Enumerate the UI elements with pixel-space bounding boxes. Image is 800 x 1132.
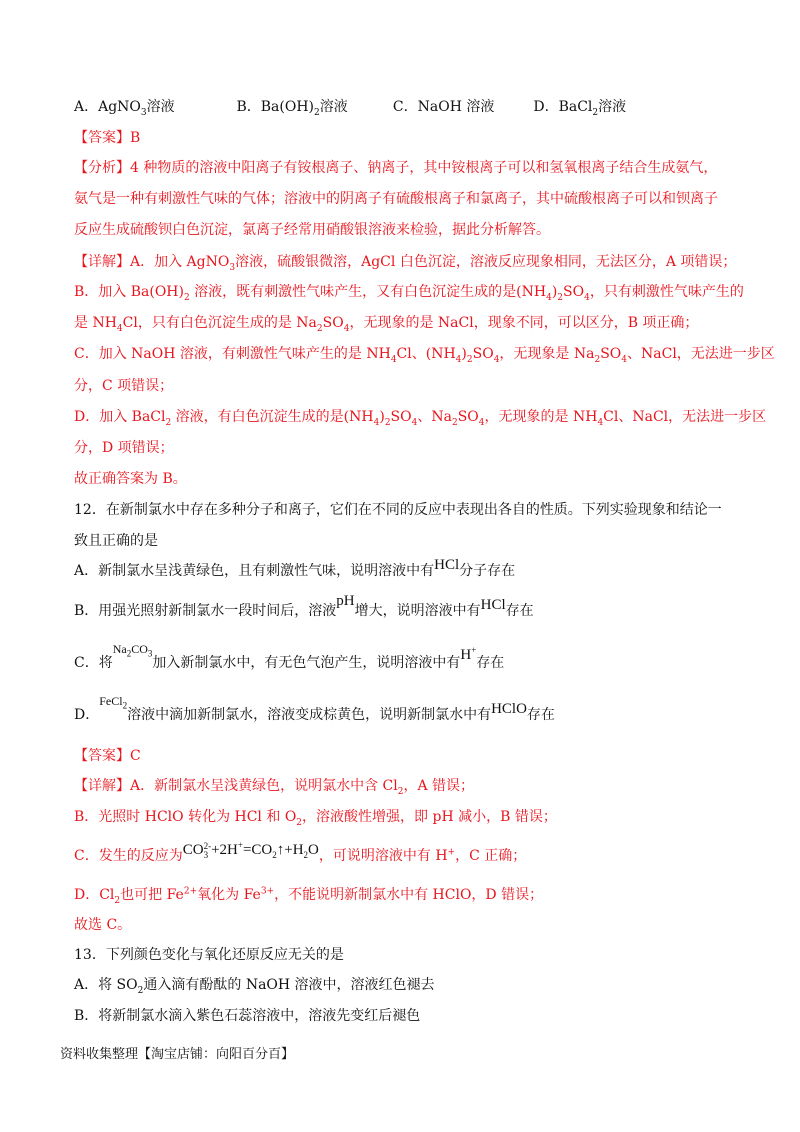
page-footer: 资料收集整理【淘宝店铺：向阳百分百】 [60, 1047, 295, 1062]
q11-analysis-line: 【分析】4 种物质的溶液中阳离子有铵根离子、钠离子，其中铵根离子可以和氢氧根离子结合生成氨气， [74, 160, 718, 176]
q12-detail-line: B．光照时 HClO 转化为 HCl 和 $O_2$，溶液酸性增强，即 pH 减小，B 错误； [74, 809, 557, 828]
q11-detail-line: 故正确答案为 B。 [74, 471, 187, 487]
q11-detail-line: 【详解】A．加入 AgNO$_3$溶液，硫酸银微溶，AgCl 白色沉淀，溶液反应现象相同，无法区分，A 项错误； [74, 254, 737, 273]
q11-analysis-line: 氨气是一种有刺激性气味的气体；溶液中的阴离子有硫酸根离子和氯离子，其中硫酸根离子可以和钡离子 [74, 191, 718, 207]
q11-option-b: B．$Ba(OH)_2$溶液 [236, 99, 348, 118]
q11-detail-line: D．加入 BaCl$_2$ 溶液，有白色沉淀生成的是$(NH_4)_2SO_4$、$Na_2SO_4$，无现象的是 $NH_4Cl$、NaCl，无法进一步区 [74, 409, 767, 428]
q11-detail-line: C．加入 NaOH 溶液，有刺激性气味产生的是 $NH_4Cl$、$(NH_4)_2SO_4$，无现象是 $Na_2SO_4$、NaCl，无法进一步区 [74, 346, 775, 365]
reaction-equation: CO 2- 3 $+2H^+=CO_2↑+H_2O$ [182, 840, 319, 860]
q13-option-a: A．将 $SO_2$通入滴有酚酞的 NaOH 溶液中，溶液红色褪去 [74, 977, 435, 996]
q12-option-b: B．用强光照射新制氯水一段时间后，溶液pH增大，说明溶液中有HCl存在 [74, 593, 534, 619]
q12-option-d: D．FeCl$_2$溶液中滴加新制氯水，溶液变成棕黄色，说明新制氯水中有HClO存在 [74, 694, 555, 723]
q12-stem: 12．在新制氯水中存在多种分子和离子，它们在不同的反应中表现出各自的性质。下列实验现象和结论一 [74, 502, 722, 518]
q11-analysis-line: 反应生成硫酸钡白色沉淀，氯离子经常用硝酸银溶液来检验，据此分析解答。 [74, 222, 550, 238]
q11-options [74, 97, 626, 117]
q12-detail-line: D．$Cl_2$也可把 $Fe^{2+}$氧化为 $Fe^{3+}$，不能说明新制氯水中有 HClO，D 错误； [74, 886, 544, 906]
q12-stem: 致且正确的是 [74, 533, 158, 549]
q12-answer: 【答案】C [74, 748, 141, 764]
q11-detail-line: 是 $NH_4Cl$，只有白色沉淀生成的是 $Na_2SO_4$，无现象的是 NaCl，现象不同，可以区分，B 项正确； [74, 315, 699, 334]
q12-option-a: A．新制氯水呈浅黄绿色，且有刺激性气味，说明溶液中有HCl分子存在 [74, 557, 516, 579]
q12-detail-line: C．发生的反应为CO 2- 3 $+2H^+=CO_2↑+H_2O$，可说明溶液中有 H+，C 正确； [74, 840, 527, 864]
q11-detail-line: B．加入 $Ba(OH)_2$ 溶液，既有刺激性气味产生，又有白色沉淀生成的是$(NH_4)_2SO_4$，只有刺激性气味产生的 [74, 284, 744, 303]
q12-option-c: C．将$Na_2CO_3$加入新制氯水中，有无色气泡产生，说明溶液中有H+存在 [74, 642, 505, 671]
q12-detail-line: 故选 C。 [74, 917, 132, 933]
q11-detail-line: 分，C 项错误； [74, 378, 174, 394]
q11-answer: 【答案】B [74, 130, 141, 146]
q12-detail-line: 【详解】A．新制氯水呈浅黄绿色，说明氯水中含 $Cl_2$，A 错误； [74, 778, 475, 797]
q11-option-a: A．AgNO$_3$溶液 [74, 99, 175, 118]
q11-option-c: C．NaOH 溶液 [392, 99, 495, 115]
q11-option-d: D．BaCl$_2$溶液 [533, 99, 627, 118]
q13-option-b: B．将新制氯水滴入紫色石蕊溶液中，溶液先变红后褪色 [74, 1008, 421, 1024]
q13-stem: 13．下列颜色变化与氧化还原反应无关的是 [74, 947, 344, 963]
q11-detail-line: 分，D 项错误； [74, 440, 174, 456]
